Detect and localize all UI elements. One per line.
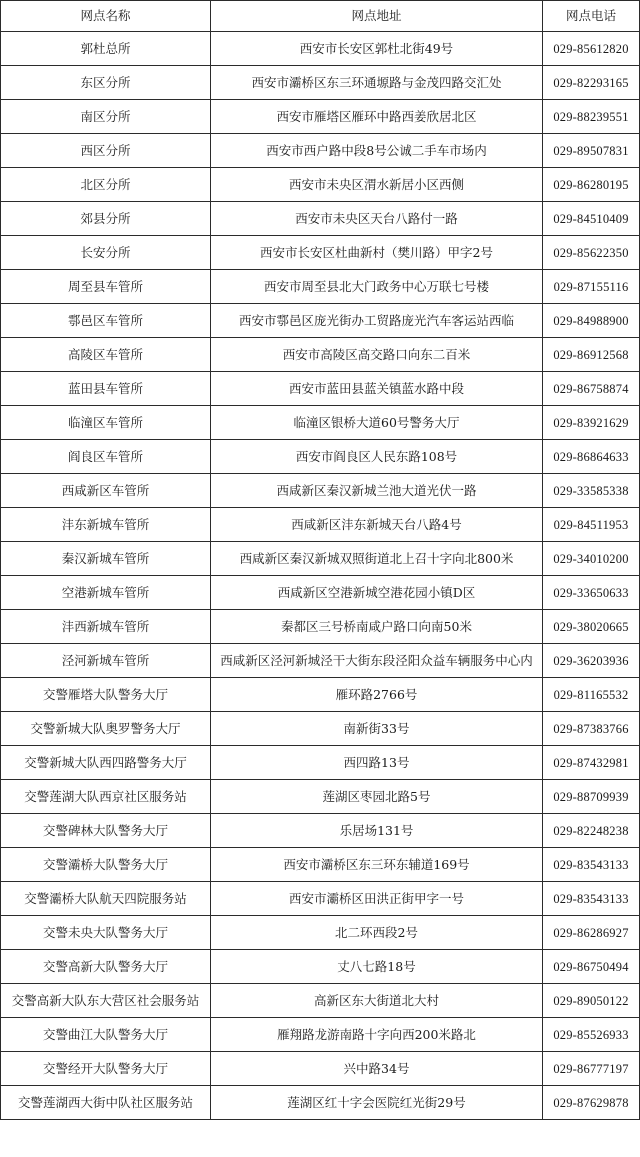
table-row	[1, 1052, 640, 1086]
outlet-phone-cell: 029-81165532	[543, 678, 640, 712]
outlet-address-cell: 南新街33号	[211, 712, 543, 746]
table-row	[1, 984, 640, 1018]
table-row	[1, 304, 640, 338]
outlet-address-cell: 临潼区银桥大道60号警务大厅	[211, 406, 543, 440]
outlet-phone-cell: 029-89507831	[543, 134, 640, 168]
outlet-name-cell: 沣西新城车管所	[1, 610, 211, 644]
outlet-phone-cell: 029-87432981	[543, 746, 640, 780]
outlet-name-cell: 东区分所	[1, 66, 211, 100]
outlet-address-cell: 西安市西户路中段8号公诚二手车市场内	[211, 134, 543, 168]
outlet-phone-cell: 029-88709939	[543, 780, 640, 814]
outlet-address-cell: 西四路13号	[211, 746, 543, 780]
outlet-address-cell: 西咸新区秦汉新城兰池大道光伏一路	[211, 474, 543, 508]
table-row	[1, 32, 640, 66]
outlet-address-cell: 莲湖区红十字会医院红光街29号	[211, 1086, 543, 1120]
table-row	[1, 1086, 640, 1120]
outlet-name-cell: 西咸新区车管所	[1, 474, 211, 508]
outlet-name-cell: 交警莲湖大队西京社区服务站	[1, 780, 211, 814]
table-row	[1, 372, 640, 406]
outlet-phone-cell: 029-86912568	[543, 338, 640, 372]
outlet-name-cell: 西区分所	[1, 134, 211, 168]
outlet-address-cell: 兴中路34号	[211, 1052, 543, 1086]
outlet-phone-cell: 029-86864633	[543, 440, 640, 474]
table-row	[1, 168, 640, 202]
table-row	[1, 678, 640, 712]
table-row	[1, 916, 640, 950]
outlet-name-cell: 交警灞桥大队警务大厅	[1, 848, 211, 882]
outlet-address-cell: 西安市灞桥区东三环通塬路与金茂四路交汇处	[211, 66, 543, 100]
outlet-phone-cell: 029-84510409	[543, 202, 640, 236]
outlet-name-cell: 交警雁塔大队警务大厅	[1, 678, 211, 712]
outlet-address-cell: 西安市周至县北大门政务中心万联七号楼	[211, 270, 543, 304]
outlet-address-cell: 西咸新区沣东新城天台八路4号	[211, 508, 543, 542]
outlet-name-cell: 交警经开大队警务大厅	[1, 1052, 211, 1086]
outlet-phone-cell: 029-86286927	[543, 916, 640, 950]
outlet-name-cell: 北区分所	[1, 168, 211, 202]
table-row	[1, 542, 640, 576]
table-row	[1, 950, 640, 984]
outlet-name-cell: 交警曲江大队警务大厅	[1, 1018, 211, 1052]
outlet-address-cell: 西安市灞桥区田洪正街甲字一号	[211, 882, 543, 916]
outlet-name-cell: 泾河新城车管所	[1, 644, 211, 678]
outlet-address-cell: 莲湖区枣园北路5号	[211, 780, 543, 814]
outlet-name-cell: 交警高新大队警务大厅	[1, 950, 211, 984]
outlet-name-cell: 交警高新大队东大营区社会服务站	[1, 984, 211, 1018]
outlet-name-cell: 长安分所	[1, 236, 211, 270]
table-row	[1, 66, 640, 100]
outlet-phone-cell: 029-38020665	[543, 610, 640, 644]
outlet-address-cell: 西安市长安区杜曲新村（樊川路）甲字2号	[211, 236, 543, 270]
table-row	[1, 746, 640, 780]
outlet-address-cell: 西安市未央区天台八路付一路	[211, 202, 543, 236]
table-row	[1, 1018, 640, 1052]
table-row	[1, 474, 640, 508]
outlet-address-cell: 雁翔路龙游南路十字向西200米路北	[211, 1018, 543, 1052]
outlet-phone-cell: 029-83543133	[543, 848, 640, 882]
outlet-name-cell: 周至县车管所	[1, 270, 211, 304]
outlet-phone-cell: 029-83921629	[543, 406, 640, 440]
table-row	[1, 406, 640, 440]
outlet-phone-cell: 029-87155116	[543, 270, 640, 304]
outlet-name-cell: 临潼区车管所	[1, 406, 211, 440]
table-row	[1, 100, 640, 134]
outlet-phone-cell: 029-87383766	[543, 712, 640, 746]
outlet-name-cell: 郭杜总所	[1, 32, 211, 66]
outlet-name-cell: 交警未央大队警务大厅	[1, 916, 211, 950]
table-row	[1, 610, 640, 644]
table-row	[1, 712, 640, 746]
table-row	[1, 236, 640, 270]
outlet-name-cell: 空港新城车管所	[1, 576, 211, 610]
table-row	[1, 508, 640, 542]
outlet-name-cell: 鄠邑区车管所	[1, 304, 211, 338]
outlet-phone-cell: 029-87629878	[543, 1086, 640, 1120]
outlet-address-cell: 西安市鄠邑区庞光街办工贸路庞光汽车客运站西临	[211, 304, 543, 338]
outlet-phone-cell: 029-86280195	[543, 168, 640, 202]
outlet-phone-cell: 029-84988900	[543, 304, 640, 338]
outlet-address-cell: 北二环西段2号	[211, 916, 543, 950]
outlet-name-cell: 秦汉新城车管所	[1, 542, 211, 576]
outlet-name-cell: 交警莲湖西大街中队社区服务站	[1, 1086, 211, 1120]
outlet-address-cell: 西安市高陵区高交路口向东二百米	[211, 338, 543, 372]
outlet-phone-cell: 029-33650633	[543, 576, 640, 610]
outlet-address-cell: 西安市未央区渭水新居小区西侧	[211, 168, 543, 202]
outlet-phone-cell: 029-86750494	[543, 950, 640, 984]
outlet-phone-cell: 029-33585338	[543, 474, 640, 508]
table-row	[1, 134, 640, 168]
outlet-phone-cell: 029-34010200	[543, 542, 640, 576]
table-row	[1, 270, 640, 304]
outlet-address-cell: 丈八七路18号	[211, 950, 543, 984]
outlet-address-cell: 西咸新区泾河新城泾干大街东段泾阳众益车辆服务中心内	[211, 644, 543, 678]
outlet-phone-cell: 029-89050122	[543, 984, 640, 1018]
outlet-address-cell: 西安市蓝田县蓝关镇蓝水路中段	[211, 372, 543, 406]
outlet-phone-cell: 029-36203936	[543, 644, 640, 678]
outlet-phone-cell: 029-83543133	[543, 882, 640, 916]
outlet-address-cell: 西安市阎良区人民东路108号	[211, 440, 543, 474]
outlet-phone-cell: 029-84511953	[543, 508, 640, 542]
outlet-phone-cell: 029-85612820	[543, 32, 640, 66]
table-header	[1, 1, 640, 32]
table-row	[1, 780, 640, 814]
outlet-name-cell: 郊县分所	[1, 202, 211, 236]
table-row	[1, 576, 640, 610]
outlet-phone-cell: 029-86758874	[543, 372, 640, 406]
outlet-phone-cell: 029-82293165	[543, 66, 640, 100]
outlet-name-cell: 阎良区车管所	[1, 440, 211, 474]
outlet-address-cell: 西安市灞桥区东三环东辅道169号	[211, 848, 543, 882]
table-row	[1, 202, 640, 236]
table-row	[1, 882, 640, 916]
outlet-name-cell: 南区分所	[1, 100, 211, 134]
outlet-phone-cell: 029-86777197	[543, 1052, 640, 1086]
outlet-name-cell: 交警新城大队西四路警务大厅	[1, 746, 211, 780]
header-row	[1, 1, 640, 32]
table-row	[1, 644, 640, 678]
outlet-name-cell: 交警灞桥大队航天四院服务站	[1, 882, 211, 916]
outlet-phone-cell: 029-85526933	[543, 1018, 640, 1052]
outlet-address-cell: 西安市雁塔区雁环中路西姜欣居北区	[211, 100, 543, 134]
outlet-address-cell: 高新区东大街道北大村	[211, 984, 543, 1018]
outlet-address-cell: 西咸新区秦汉新城双照街道北上召十字向北800米	[211, 542, 543, 576]
outlet-name-cell: 高陵区车管所	[1, 338, 211, 372]
outlet-address-cell: 西咸新区空港新城空港花园小镇D区	[211, 576, 543, 610]
outlet-name-cell: 蓝田县车管所	[1, 372, 211, 406]
header-outlet-phone: 网点电话	[543, 1, 640, 32]
outlet-name-cell: 交警碑林大队警务大厅	[1, 814, 211, 848]
table-row	[1, 338, 640, 372]
outlet-name-cell: 沣东新城车管所	[1, 508, 211, 542]
header-outlet-address: 网点地址	[211, 1, 543, 32]
table-row	[1, 814, 640, 848]
outlet-phone-cell: 029-82248238	[543, 814, 640, 848]
outlet-address-cell: 秦都区三号桥南咸户路口向南50米	[211, 610, 543, 644]
outlet-phone-cell: 029-88239551	[543, 100, 640, 134]
outlet-phone-cell: 029-85622350	[543, 236, 640, 270]
outlet-address-cell: 西安市长安区郭杜北街49号	[211, 32, 543, 66]
outlet-address-cell: 乐居场131号	[211, 814, 543, 848]
table-row	[1, 848, 640, 882]
outlet-address-cell: 雁环路2766号	[211, 678, 543, 712]
outlet-name-cell: 交警新城大队奥罗警务大厅	[1, 712, 211, 746]
header-outlet-name: 网点名称	[1, 1, 211, 32]
table-row	[1, 440, 640, 474]
table-body	[1, 32, 640, 1120]
